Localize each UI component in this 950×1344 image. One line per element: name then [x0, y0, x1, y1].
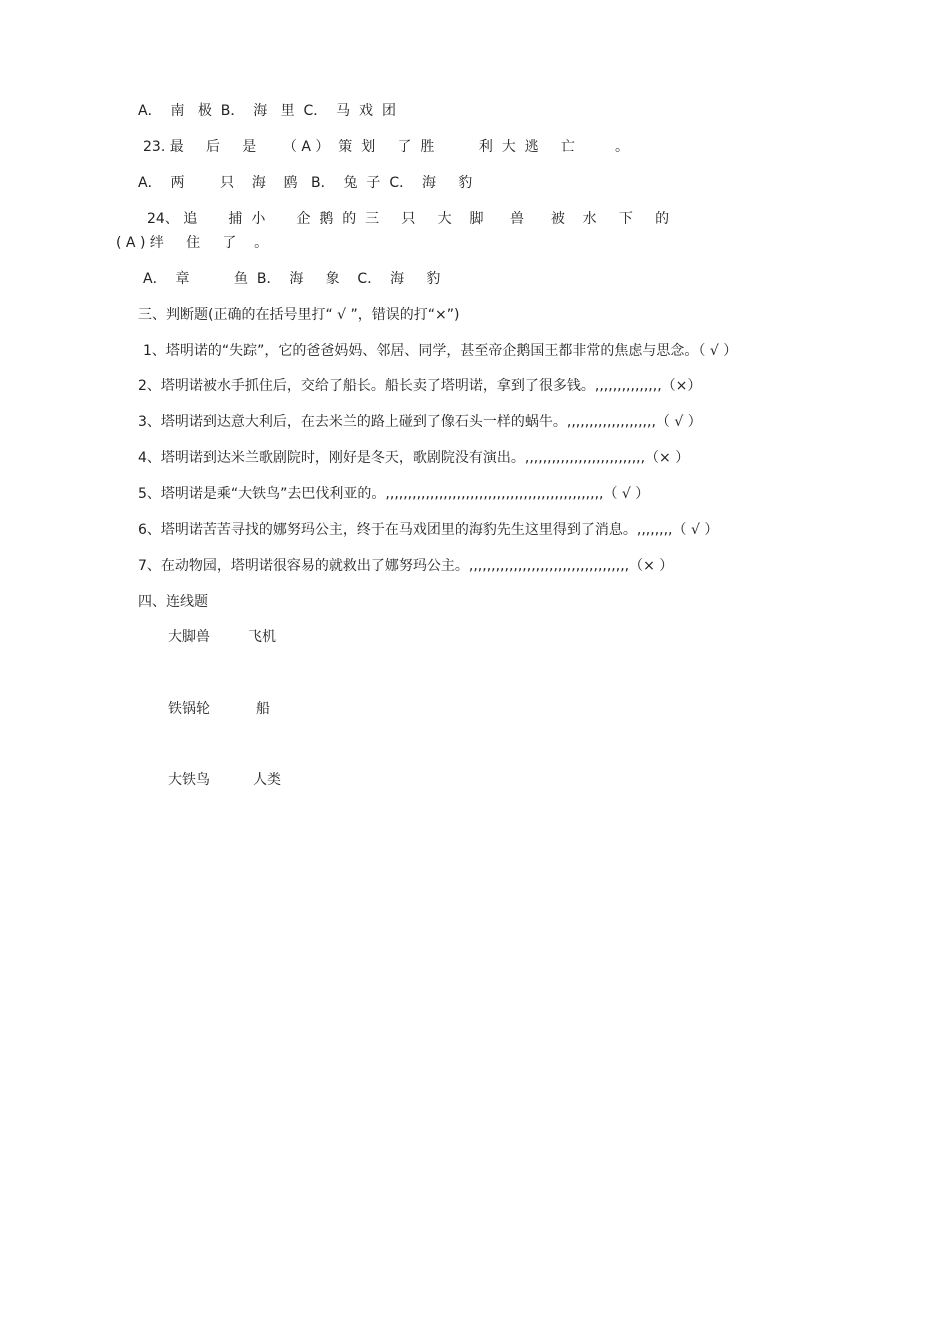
judge-item-3: 3、塔明诺到达意大利后，在去米兰的路上碰到了像石头一样的蜗牛。,,,,,,,,,,,,,,,,,,,,（ √ ）	[138, 414, 702, 430]
judge-item-4: 4、塔明诺到达米兰歌剧院时，刚好是冬天，歌剧院没有演出。,,,,,,,,,,,,,,,,,,,,,,,,,,,（× ）	[138, 450, 690, 466]
q23-stem: 23. 最 后 是 （ A ） 策 划 了 胜 利 大 逃 亡 。	[143, 139, 629, 155]
q24-options: A． 章 鱼 B． 海 象 C． 海 豹	[143, 271, 441, 287]
section3-title: 三、判断题(正确的在括号里打“ √ ”，错误的打“×”)	[138, 307, 460, 323]
match-left-3: 大铁鸟	[168, 772, 210, 788]
judge-item-1: 1、塔明诺的“失踪”，它的爸爸妈妈、邻居、同学，甚至帝企鹅国王都非常的焦虑与思念。（ √ ）	[143, 343, 738, 359]
section4-title: 四、连线题	[138, 594, 208, 610]
match-left-1: 大脚兽	[168, 629, 210, 645]
q24-stem-line2: ( A ) 绊 住 了 。	[116, 235, 269, 251]
q22-options: A． 南 极 B． 海 里 C． 马 戏 团	[138, 103, 396, 119]
judge-item-2: 2、塔明诺被水手抓住后，交给了船长。船长卖了塔明诺，拿到了很多钱。,,,,,,,,,,,,,,,（×）	[138, 378, 702, 394]
q23-options: A． 两 只 海 鸥 B． 兔 子 C． 海 豹	[138, 175, 473, 191]
judge-item-6: 6、塔明诺苦苦寻找的娜努玛公主，终于在马戏团里的海豹先生这里得到了消息。,,,,,,,,（ √ ）	[138, 522, 719, 538]
q24-stem-line1: 24、 追 捕 小 企 鹅 的 三 只 大 脚 兽 被 水 下 的	[147, 211, 670, 227]
judge-item-5: 5、塔明诺是乘“大铁鸟”去巴伐利亚的。,,,,,,,,,,,,,,,,,,,,,,,,,,,,,,,,,,,,,,,,,,,,,,,,,（ √ ）	[138, 486, 650, 502]
judge-item-7: 7、在动物园，塔明诺很容易的就救出了娜努玛公主。,,,,,,,,,,,,,,,,,,,,,,,,,,,,,,,,,,,,（× ）	[138, 558, 674, 574]
match-left-2: 铁锅轮	[168, 701, 210, 717]
match-right-3: 人类	[253, 772, 281, 788]
match-right-2: 船	[256, 701, 270, 717]
match-right-1: 飞机	[248, 629, 276, 645]
